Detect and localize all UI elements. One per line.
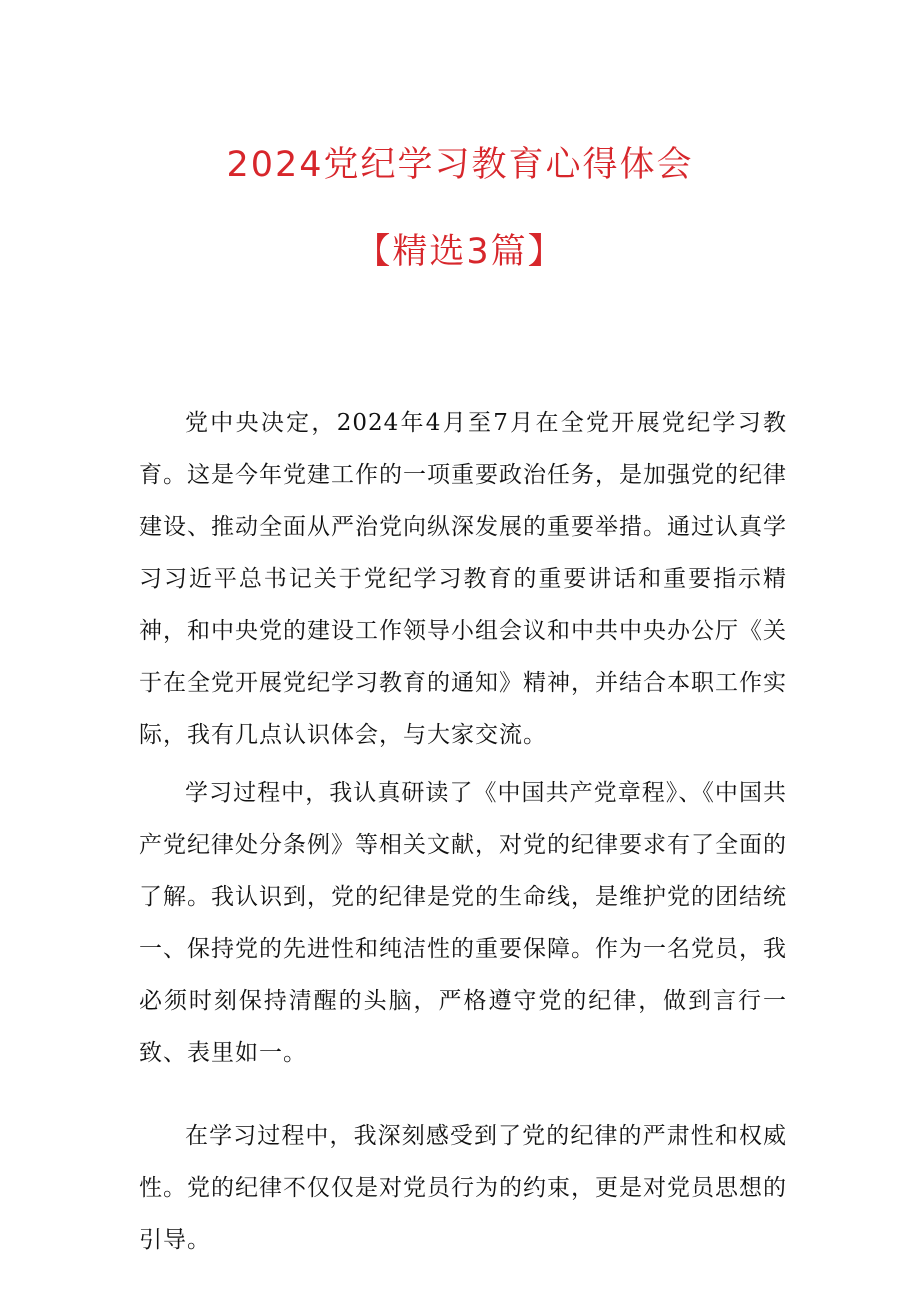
body-paragraph: 学习过程中，我认真研读了《中国共产党章程》、《中国共产党纪律处分条例》等相关文献，对党的纪律要求有了全面的了解。我认识到，党的纪律是党的生命线，是维护党的团结统一、保持党的先进性和纯洁性的重要保障。作为一名党员，我必须时刻保持清醒的头脑，严格遵守党的纪律，做到言行一致、表里如一。: [139, 780, 787, 1066]
body-paragraph: 在学习过程中，我深刻感受到了党的纪律的严肃性和权威性。党的纪律不仅仅是对党员行为的约束，更是对党员思想的引导。: [139, 1123, 787, 1253]
document-subtitle: 【精选3篇】: [355, 232, 565, 272]
body-paragraph: 党中央决定，2024年4月至7月在全党开展党纪学习教育。这是今年党建工作的一项重要政治任务，是加强党的纪律建设、推动全面从严治党向纵深发展的重要举措。通过认真学习习近平总书记关于党纪学习教育的重要讲话和重要指示精神，和中央党的建设工作领导小组会议和中共中央办公厅《关于在全党开展党纪学习教育的通知》精神，并结合本职工作实际，我有几点认识体会，与大家交流。: [139, 410, 787, 748]
document-title: 2024党纪学习教育心得体会: [226, 145, 694, 185]
